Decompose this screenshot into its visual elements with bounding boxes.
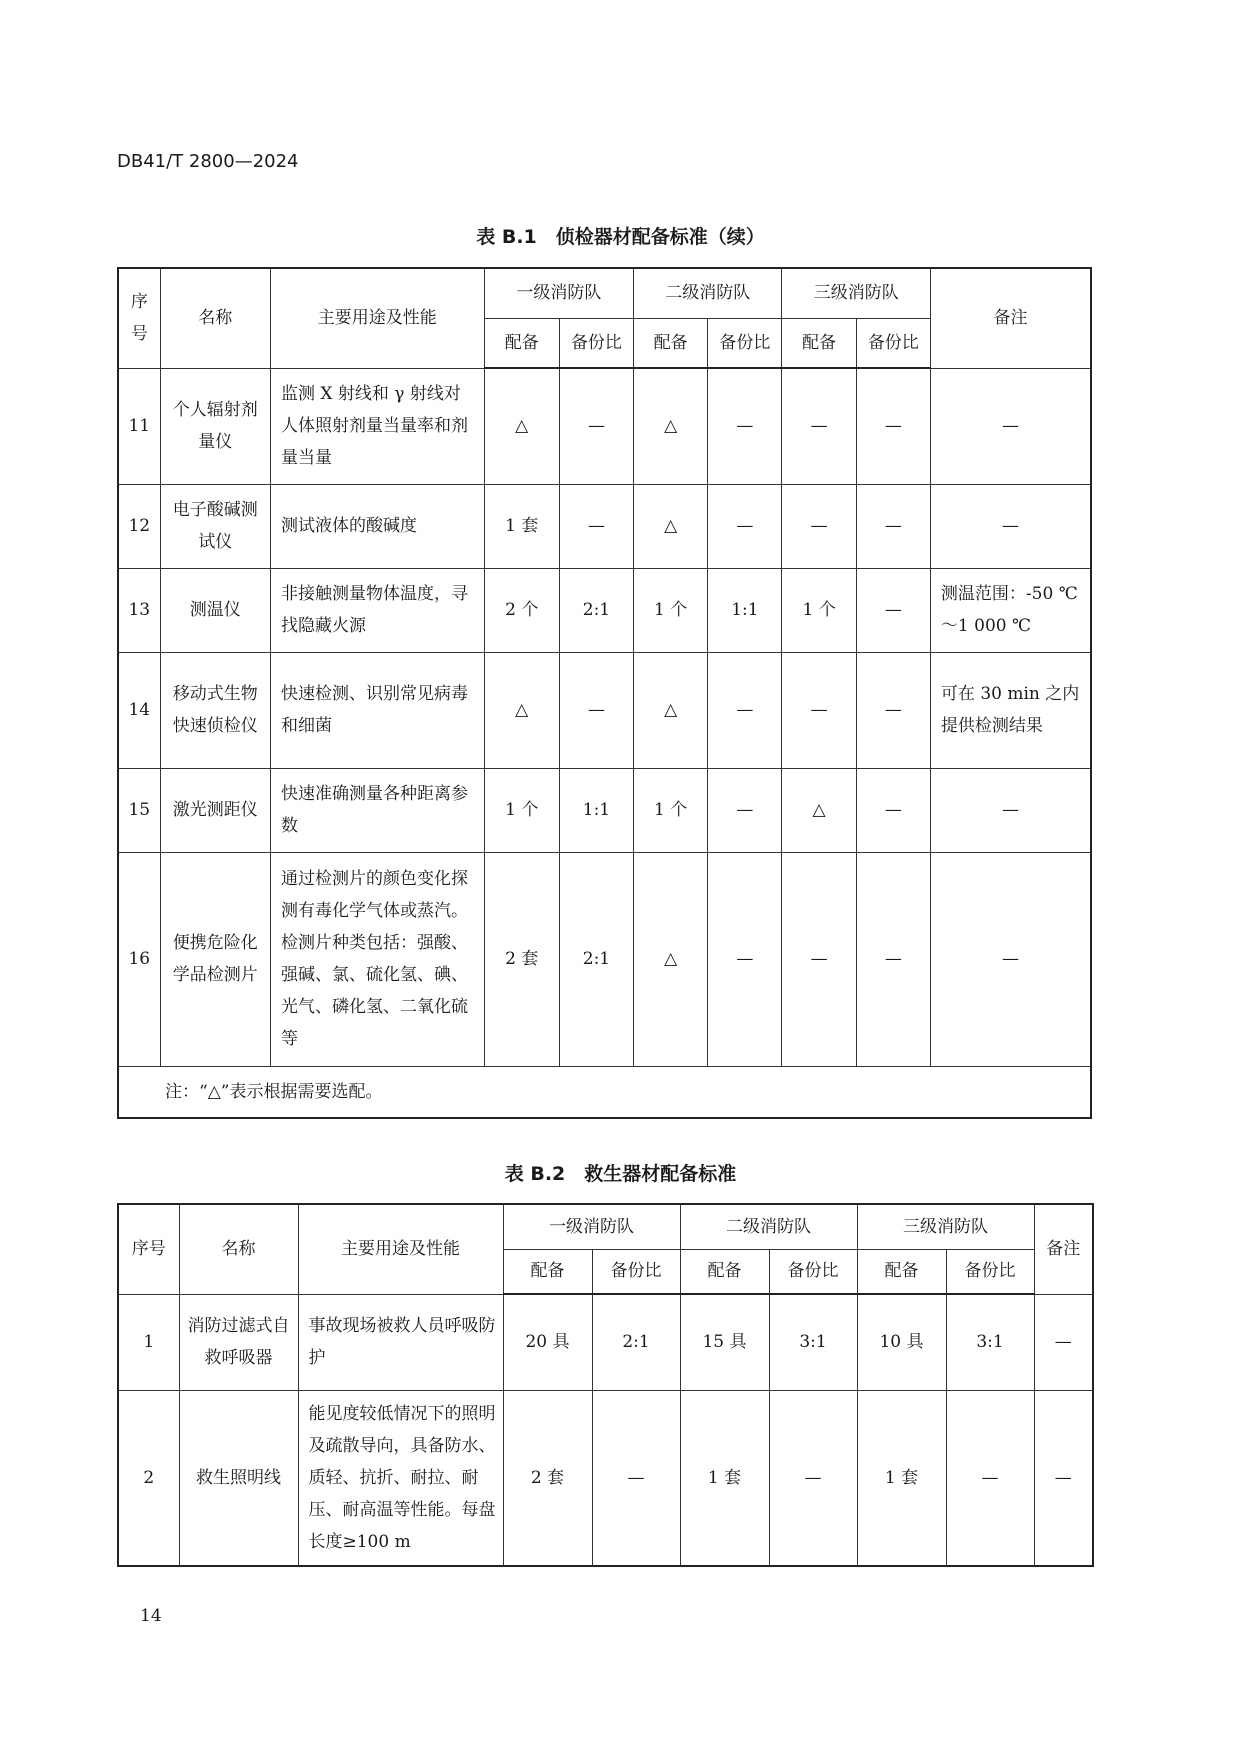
cell-l3-equip: — xyxy=(782,368,856,484)
cell-seq: 16 xyxy=(118,852,160,1066)
table-row xyxy=(118,368,1091,484)
cell-seq: 11 xyxy=(118,368,160,484)
cell-l2-ratio: 3:1 xyxy=(769,1294,857,1390)
cell-l3-ratio: — xyxy=(856,484,930,568)
table-row xyxy=(118,568,1091,652)
table-note: 注：“△”表示根据需要选配。 xyxy=(118,1066,1091,1118)
cell-name: 移动式生物快速侦检仪 xyxy=(160,652,270,768)
cell-l1-ratio: — xyxy=(559,368,633,484)
cell-name: 救生照明线 xyxy=(179,1390,298,1566)
header-ratio: 备份比 xyxy=(769,1249,857,1294)
header-name: 名称 xyxy=(179,1204,298,1294)
cell-l2-equip: △ xyxy=(634,652,708,768)
cell-l2-equip: 1 个 xyxy=(634,568,708,652)
cell-l3-ratio: — xyxy=(856,768,930,852)
header-ratio: 备份比 xyxy=(592,1249,680,1294)
cell-use: 快速准确测量各种距离参数 xyxy=(270,768,484,852)
cell-l3-equip: 1 个 xyxy=(782,568,856,652)
cell-l1-ratio: — xyxy=(559,652,633,768)
header-use: 主要用途及性能 xyxy=(270,268,484,368)
cell-seq: 2 xyxy=(118,1390,179,1566)
cell-name: 电子酸碱测试仪 xyxy=(160,484,270,568)
cell-l3-ratio: — xyxy=(946,1390,1034,1566)
table2-caption: 表 B.2 救生器材配备标准 xyxy=(504,1163,737,1185)
cell-use: 快速检测、识别常见病毒和细菌 xyxy=(270,652,484,768)
cell-l3-equip: △ xyxy=(782,768,856,852)
header-equip: 配备 xyxy=(634,318,708,368)
cell-remark: 测温范围：-50 ℃～1 000 ℃ xyxy=(930,568,1091,652)
cell-remark: — xyxy=(930,368,1091,484)
cell-use: 通过检测片的颜色变化探测有毒化学气体或蒸汽。检测片种类包括：强酸、强碱、氯、硫化氢、碘、光气、磷化氢、二氧化硫等 xyxy=(270,852,484,1066)
header-remark: 备注 xyxy=(1034,1204,1093,1294)
cell-use: 监测 X 射线和 γ 射线对人体照射剂量当量率和剂量当量 xyxy=(270,368,484,484)
cell-l3-equip: — xyxy=(782,852,856,1066)
cell-name: 个人辐射剂量仪 xyxy=(160,368,270,484)
cell-l3-equip: 1 套 xyxy=(857,1390,946,1566)
cell-l3-ratio: — xyxy=(856,368,930,484)
header-ratio: 备份比 xyxy=(708,318,782,368)
cell-l2-equip: 1 套 xyxy=(680,1390,769,1566)
header-remark: 备注 xyxy=(930,268,1091,368)
cell-l1-equip: 1 个 xyxy=(484,768,559,852)
cell-name: 激光测距仪 xyxy=(160,768,270,852)
cell-use: 非接触测量物体温度，寻找隐藏火源 xyxy=(270,568,484,652)
cell-l1-ratio: 1:1 xyxy=(559,768,633,852)
cell-seq: 13 xyxy=(118,568,160,652)
header-ratio: 备份比 xyxy=(559,318,633,368)
cell-l2-ratio: — xyxy=(708,768,782,852)
header-name: 名称 xyxy=(160,268,270,368)
cell-l3-ratio: — xyxy=(856,652,930,768)
table-row xyxy=(118,1294,1093,1390)
table-row xyxy=(118,852,1091,1066)
cell-l1-ratio: 2:1 xyxy=(559,568,633,652)
header-level2: 二级消防队 xyxy=(634,268,782,318)
cell-remark: — xyxy=(1034,1390,1093,1566)
cell-name: 测温仪 xyxy=(160,568,270,652)
cell-l1-equip: 2 套 xyxy=(484,852,559,1066)
cell-seq: 14 xyxy=(118,652,160,768)
table-row xyxy=(118,768,1091,852)
cell-l3-equip: — xyxy=(782,484,856,568)
cell-seq: 1 xyxy=(118,1294,179,1390)
cell-l2-ratio: — xyxy=(708,652,782,768)
cell-use: 测试液体的酸碱度 xyxy=(270,484,484,568)
cell-l1-ratio: — xyxy=(592,1390,680,1566)
cell-l1-equip: 2 个 xyxy=(484,568,559,652)
header-equip: 配备 xyxy=(857,1249,946,1294)
cell-l1-equip: △ xyxy=(484,652,559,768)
header-use: 主要用途及性能 xyxy=(298,1204,503,1294)
header-level1: 一级消防队 xyxy=(503,1204,680,1249)
cell-l1-ratio: 2:1 xyxy=(559,852,633,1066)
table-detection-equipment xyxy=(117,267,1092,1119)
cell-l3-ratio: — xyxy=(856,568,930,652)
cell-l2-ratio: — xyxy=(769,1390,857,1566)
header-level3: 三级消防队 xyxy=(782,268,930,318)
table1-caption: 表 B.1 侦检器材配备标准（续） xyxy=(476,226,765,248)
document-code: DB41/T 2800—2024 xyxy=(117,151,299,172)
cell-l2-ratio: — xyxy=(708,484,782,568)
cell-remark: — xyxy=(930,768,1091,852)
header-equip: 配备 xyxy=(782,318,856,368)
cell-use: 能见度较低情况下的照明及疏散导向，具备防水、质轻、抗折、耐拉、耐压、耐高温等性能。每盘长度≥100 m xyxy=(298,1390,503,1566)
table-row xyxy=(118,1390,1093,1566)
cell-name: 消防过滤式自救呼吸器 xyxy=(179,1294,298,1390)
cell-l1-equip: 2 套 xyxy=(503,1390,592,1566)
cell-name: 便携危险化学品检测片 xyxy=(160,852,270,1066)
header-ratio: 备份比 xyxy=(946,1249,1034,1294)
cell-seq: 15 xyxy=(118,768,160,852)
cell-l2-equip: 15 具 xyxy=(680,1294,769,1390)
cell-l2-equip: 1 个 xyxy=(634,768,708,852)
header-seq: 序号 xyxy=(118,268,160,368)
cell-l2-ratio: 1:1 xyxy=(708,568,782,652)
cell-l1-equip: 1 套 xyxy=(484,484,559,568)
cell-l2-equip: △ xyxy=(634,484,708,568)
header-level3: 三级消防队 xyxy=(857,1204,1034,1249)
header-equip: 配备 xyxy=(484,318,559,368)
table-row xyxy=(118,652,1091,768)
header-equip: 配备 xyxy=(680,1249,769,1294)
cell-l2-ratio: — xyxy=(708,852,782,1066)
cell-l2-ratio: — xyxy=(708,368,782,484)
cell-l2-equip: △ xyxy=(634,368,708,484)
cell-l1-equip: 20 具 xyxy=(503,1294,592,1390)
cell-seq: 12 xyxy=(118,484,160,568)
table-row xyxy=(118,484,1091,568)
cell-l1-ratio: 2:1 xyxy=(592,1294,680,1390)
header-equip: 配备 xyxy=(503,1249,592,1294)
cell-l3-ratio: 3:1 xyxy=(946,1294,1034,1390)
header-ratio: 备份比 xyxy=(856,318,930,368)
cell-l3-equip: — xyxy=(782,652,856,768)
cell-remark: — xyxy=(1034,1294,1093,1390)
cell-l2-equip: △ xyxy=(634,852,708,1066)
cell-l3-ratio: — xyxy=(856,852,930,1066)
cell-remark: 可在 30 min 之内提供检测结果 xyxy=(930,652,1091,768)
header-level2: 二级消防队 xyxy=(680,1204,857,1249)
table-rescue-equipment xyxy=(117,1203,1094,1567)
cell-l1-ratio: — xyxy=(559,484,633,568)
cell-l1-equip: △ xyxy=(484,368,559,484)
cell-use: 事故现场被救人员呼吸防护 xyxy=(298,1294,503,1390)
cell-l3-equip: 10 具 xyxy=(857,1294,946,1390)
header-seq: 序号 xyxy=(118,1204,179,1294)
cell-remark: — xyxy=(930,852,1091,1066)
page-number: 14 xyxy=(140,1606,162,1626)
header-level1: 一级消防队 xyxy=(484,268,633,318)
cell-remark: — xyxy=(930,484,1091,568)
